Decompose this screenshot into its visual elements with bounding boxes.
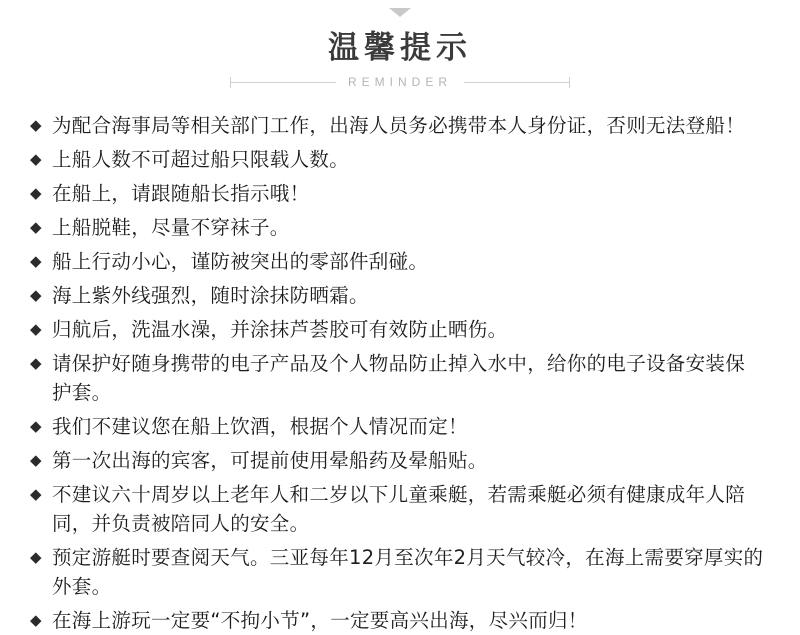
diamond-bullet-icon: ◆ <box>30 451 42 470</box>
page-header <box>0 0 800 89</box>
reminder-list <box>0 111 800 635</box>
list-item-text: 在船上，请跟随船长指示哦！ <box>52 182 310 206</box>
diamond-bullet-icon: ◆ <box>30 116 42 135</box>
diamond-bullet-icon: ◆ <box>30 218 42 237</box>
list-item <box>30 111 764 140</box>
list-item-text: 不建议六十周岁以上老年人和二岁以下儿童乘艇，若需乘艇必须有健康成年人陪同，并负责被陪同人的安全。 <box>52 483 746 536</box>
diamond-bullet-icon: ◆ <box>30 150 42 169</box>
list-item-text: 为配合海事局等相关部门工作，出海人员务必携带本人身份证，否则无法登船！ <box>52 114 746 138</box>
list-item-text: 在海上游玩一定要“不拘小节”，一定要高兴出海，尽兴而归！ <box>52 609 588 633</box>
diamond-bullet-icon: ◆ <box>30 354 42 373</box>
list-item-text: 海上紫外线强烈，随时涂抹防晒霜。 <box>52 284 369 308</box>
list-item <box>30 446 764 475</box>
list-item-text: 预定游艇时要查阅天气。三亚每年12月至次年2月天气较冷，在海上需要穿厚实的外套。 <box>52 546 764 599</box>
list-item <box>30 412 764 441</box>
diamond-bullet-icon: ◆ <box>30 184 42 203</box>
divider-left <box>230 82 336 83</box>
list-item-text: 上船人数不可超过船只限载人数。 <box>52 148 350 172</box>
list-item <box>30 247 764 276</box>
list-item <box>30 213 764 242</box>
triangle-down-icon <box>389 8 411 17</box>
diamond-bullet-icon: ◆ <box>30 485 42 504</box>
list-item-text: 船上行动小心，谨防被突出的零部件刮碰。 <box>52 250 429 274</box>
page-title: 温馨提示 <box>328 30 472 66</box>
list-item <box>30 480 764 538</box>
list-item-text: 我们不建议您在船上饮酒，根据个人情况而定！ <box>52 415 468 439</box>
list-item <box>30 315 764 344</box>
diamond-bullet-icon: ◆ <box>30 286 42 305</box>
list-item <box>30 179 764 208</box>
list-item <box>30 281 764 310</box>
list-item <box>30 145 764 174</box>
subtitle-row <box>230 75 570 89</box>
divider-right <box>464 82 570 83</box>
list-item-text: 请保护好随身携带的电子产品及个人物品防止掉入水中，给你的电子设备安装保护套。 <box>52 352 746 405</box>
list-item <box>30 349 764 407</box>
diamond-bullet-icon: ◆ <box>30 548 42 567</box>
page-subtitle: REMINDER <box>348 75 453 90</box>
diamond-bullet-icon: ◆ <box>30 611 42 630</box>
diamond-bullet-icon: ◆ <box>30 252 42 271</box>
list-item <box>30 606 764 635</box>
diamond-bullet-icon: ◆ <box>30 417 42 436</box>
list-item-text: 归航后，洗温水澡，并涂抹芦荟胶可有效防止晒伤。 <box>52 318 508 342</box>
list-item <box>30 543 764 601</box>
list-item-text: 第一次出海的宾客，可提前使用晕船药及晕船贴。 <box>52 449 488 473</box>
diamond-bullet-icon: ◆ <box>30 320 42 339</box>
list-item-text: 上船脱鞋，尽量不穿袜子。 <box>52 216 290 240</box>
